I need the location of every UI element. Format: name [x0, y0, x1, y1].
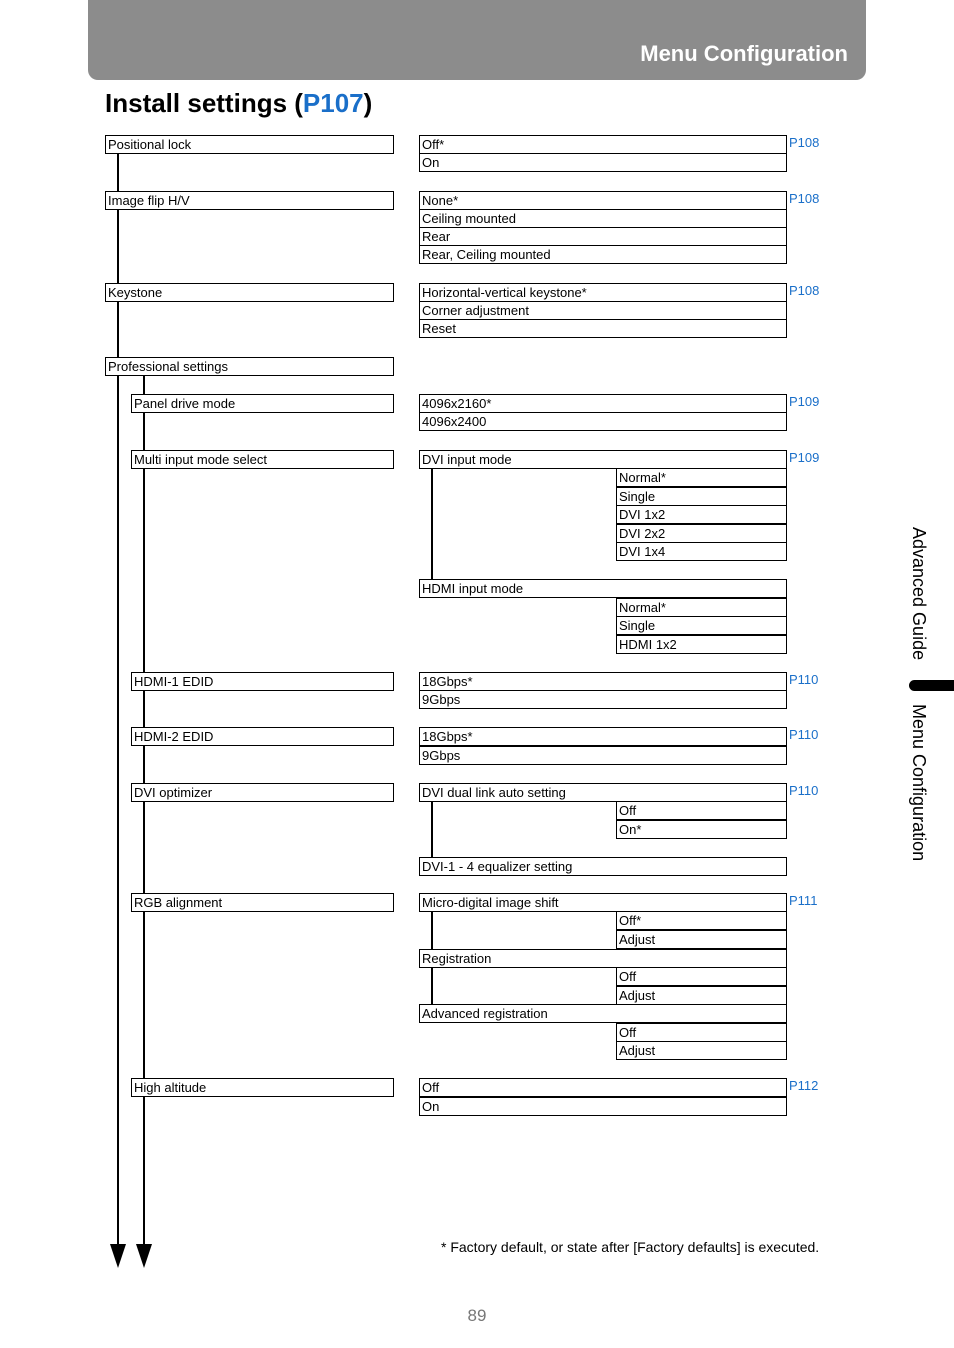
tree-line-dvi-optimizer: [431, 801, 433, 858]
page-ref-link[interactable]: P108: [789, 135, 820, 150]
option-box: DVI 1x4: [616, 542, 787, 561]
submenu-micro-digital-shift: Micro-digital image shift: [419, 893, 787, 912]
page-ref-link[interactable]: P110: [789, 672, 819, 687]
option-box: Rear: [419, 227, 787, 246]
option-box: On*: [616, 820, 787, 839]
arrow-down-icon: [136, 1244, 152, 1268]
menu-item-hdmi2-edid: HDMI-2 EDID: [131, 727, 394, 746]
page-ref-link[interactable]: P112: [789, 1078, 819, 1093]
option-box: 18Gbps*: [419, 727, 787, 746]
page-title: [105, 88, 372, 119]
option-box: Single: [616, 487, 787, 506]
option-box: Adjust: [616, 930, 787, 949]
option-box: Off: [616, 801, 787, 820]
option-box: Off: [419, 1078, 787, 1097]
submenu-dvi-input-mode: DVI input mode: [419, 450, 787, 469]
option-box: HDMI 1x2: [616, 635, 787, 654]
arrow-down-icon: [110, 1244, 126, 1268]
option-box: 9Gbps: [419, 690, 787, 709]
option-box: On: [419, 1097, 787, 1116]
page-ref-link[interactable]: P110: [789, 727, 819, 742]
submenu-hdmi-input-mode: HDMI input mode: [419, 579, 787, 598]
page-number: 89: [467, 1306, 487, 1325]
option-box: Ceiling mounted: [419, 209, 787, 228]
option-box: 18Gbps*: [419, 672, 787, 691]
menu-item-high-altitude: High altitude: [131, 1078, 394, 1097]
option-box: DVI 2x2: [616, 524, 787, 543]
option-box: Off: [616, 967, 787, 986]
header-bar: [88, 0, 866, 80]
option-box: 4096x2160*: [419, 394, 787, 413]
page-title-suffix: ): [363, 88, 373, 118]
tree-line-dvi: [431, 468, 433, 580]
option-box: Rear, Ceiling mounted: [419, 245, 787, 264]
option-box: Adjust: [616, 986, 787, 1005]
submenu-dvi-equalizer: DVI-1 - 4 equalizer setting: [419, 857, 787, 876]
tree-line-main: [117, 153, 119, 1248]
option-box: Off*: [419, 135, 787, 154]
menu-item-keystone: Keystone: [105, 283, 394, 302]
option-box: Adjust: [616, 1041, 787, 1060]
option-box: Normal*: [616, 468, 787, 487]
menu-item-rgb-alignment: RGB alignment: [131, 893, 394, 912]
option-box: Off: [616, 1023, 787, 1042]
page-ref-link[interactable]: P109: [789, 394, 820, 409]
menu-item-professional-settings: Professional settings: [105, 357, 394, 376]
option-box: Corner adjustment: [419, 301, 787, 320]
page-title-ref-link[interactable]: P107: [302, 88, 364, 118]
option-box: Normal*: [616, 598, 787, 617]
menu-item-positional-lock: Positional lock: [105, 135, 394, 154]
option-box: Reset: [419, 319, 787, 338]
menu-item-dvi-optimizer: DVI optimizer: [131, 783, 394, 802]
header-title: Menu Configuration: [640, 41, 848, 66]
option-box: Single: [616, 616, 787, 635]
footnote: * Factory default, or state after [Factory defaults] is executed.: [441, 1239, 820, 1255]
menu-item-multi-input-mode: Multi input mode select: [131, 450, 394, 469]
option-box: DVI 1x2: [616, 505, 787, 524]
side-tab-marker: [909, 680, 954, 691]
page-title-text: Install settings (: [105, 88, 303, 118]
page-ref-link[interactable]: P110: [789, 783, 819, 798]
page-ref-link[interactable]: P111: [789, 893, 818, 908]
page-ref-link[interactable]: P108: [789, 191, 820, 206]
option-box: None*: [419, 191, 787, 210]
option-box: 4096x2400: [419, 412, 787, 431]
submenu-advanced-registration: Advanced registration: [419, 1004, 787, 1023]
option-box: Off*: [616, 911, 787, 930]
submenu-dvi-dual-link: DVI dual link auto setting: [419, 783, 787, 802]
side-label-advanced-guide: Advanced Guide: [909, 527, 929, 661]
menu-item-panel-drive-mode: Panel drive mode: [131, 394, 394, 413]
submenu-registration: Registration: [419, 949, 787, 968]
menu-item-image-flip: Image flip H/V: [105, 191, 394, 210]
page-ref-link[interactable]: P109: [789, 450, 820, 465]
option-box: 9Gbps: [419, 746, 787, 765]
menu-item-hdmi1-edid: HDMI-1 EDID: [131, 672, 394, 691]
page-ref-link[interactable]: P108: [789, 283, 820, 298]
option-box: Horizontal-vertical keystone*: [419, 283, 787, 302]
tree-line-professional: [143, 375, 145, 1248]
side-label-menu-configuration: Menu Configuration: [909, 704, 929, 862]
option-box: On: [419, 153, 787, 172]
